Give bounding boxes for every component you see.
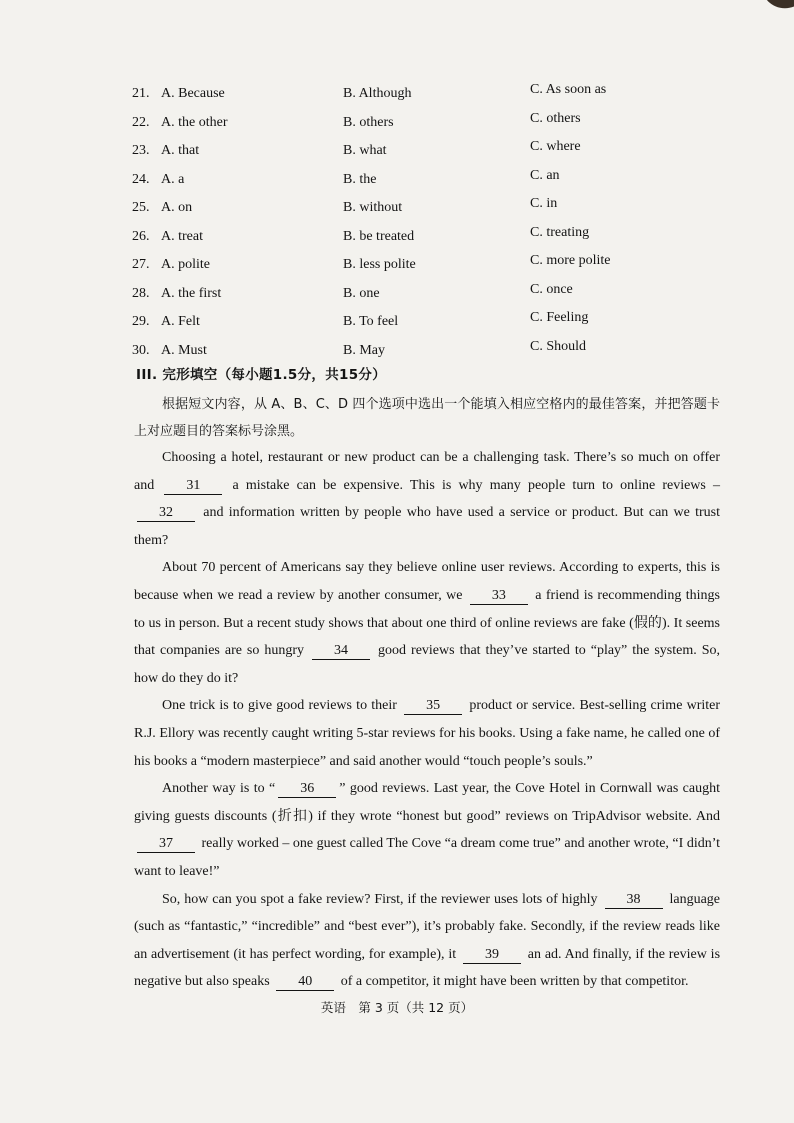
question-number: 22.	[132, 114, 150, 130]
blank-38: 38	[605, 892, 663, 909]
question-number: 23.	[132, 143, 150, 158]
options-list	[132, 80, 692, 365]
blank-34: 34	[312, 643, 370, 660]
blank-35: 35	[404, 698, 462, 715]
option-a: A. Felt	[161, 314, 200, 329]
option-b: B. May	[343, 342, 385, 358]
blank-32: 32	[137, 505, 195, 522]
option-row-29	[132, 308, 692, 337]
passage-text: a friend is recommending things to us in person. But a recent study shows that about one third of online reviews are fake (假的). It seems that companies are so hungry	[134, 587, 721, 659]
option-b: B. less polite	[343, 257, 416, 272]
option-b: B. Although	[343, 86, 412, 101]
option-a: A. treat	[161, 228, 203, 244]
option-row-27	[132, 251, 692, 280]
option-a: A. a	[161, 171, 185, 187]
option-c: C. in	[530, 196, 558, 211]
blank-40: 40	[276, 974, 334, 991]
paragraph-2	[134, 554, 720, 692]
option-a: A. Because	[161, 86, 225, 101]
question-number: 28.	[132, 285, 150, 301]
option-b: B. others	[343, 114, 394, 130]
option-row-22	[132, 109, 692, 138]
passage-text: Another way is to “	[162, 781, 276, 797]
scan-corner-mark	[763, 0, 794, 15]
paragraph-1	[134, 444, 720, 554]
option-c: C. more polite	[530, 253, 611, 268]
option-c: C. others	[530, 110, 581, 126]
page-footer: 英语 第 3 页（共 12 页）	[320, 1000, 474, 1015]
option-row-28	[132, 280, 692, 309]
option-a: A. Must	[161, 342, 207, 358]
option-b: B. To feel	[343, 314, 399, 329]
passage-text: product or service. Best-selling crime writer R.J. Ellory was recently caught writing 5-star reviews for his books. Using a fake name, he called one of his books a “modern masterpiece” and said another would “touch people’s souls.”	[134, 698, 721, 769]
blank-33: 33	[470, 588, 528, 605]
passage-text: and information written by people who have used a service or product. But can we trust them?	[134, 505, 721, 548]
passage-text: About 70 percent of Americans say they believe online user reviews. According to experts, this is because when we read a review by another consumer, we	[134, 560, 720, 603]
question-number: 21.	[132, 86, 150, 101]
option-c: C. Feeling	[530, 310, 589, 325]
option-c: C. As soon as	[530, 82, 607, 97]
option-row-24	[132, 166, 692, 195]
paragraph-4	[134, 775, 720, 885]
option-a: A. the first	[161, 285, 222, 301]
option-b: B. one	[343, 285, 380, 301]
option-row-25	[132, 194, 692, 223]
passage-text: So, how can you spot a fake review? First, if the reviewer uses lots of highly	[162, 891, 598, 907]
option-b: B. be treated	[343, 228, 415, 244]
question-number: 26.	[132, 228, 150, 244]
question-number: 27.	[132, 257, 150, 272]
option-b: B. the	[343, 171, 377, 187]
option-c: C. where	[530, 139, 581, 154]
paragraph-3	[134, 692, 720, 775]
option-row-23	[132, 137, 692, 166]
question-number: 29.	[132, 314, 150, 329]
section-instructions: 根据短文内容，从 A、B、C、D 四个选项中选出一个能填入相应空格内的最佳答案，并把答题卡上对应题目的答案标号涂黑。	[134, 397, 720, 439]
section-title: III. 完形填空（每小题1.5分，共15分）	[136, 367, 386, 383]
option-a: A. the other	[161, 114, 228, 130]
blank-39: 39	[463, 947, 521, 964]
option-a: A. polite	[161, 257, 210, 272]
passage-text: Choosing a hotel, restaurant or new product can be a challenging task. There’s so much on offer and	[134, 450, 720, 493]
option-b: B. without	[343, 200, 403, 215]
passage-text: language (such as “fantastic,” “incredible” and “best ever”), it’s probably fake. Secondly, if the review reads like an advertisement (it has perfect wording, for example), it	[134, 891, 720, 962]
option-row-21	[132, 80, 692, 109]
option-row-30	[132, 337, 692, 366]
option-c: C. an	[530, 167, 560, 183]
passage-text: of a competitor, it might have been written by that competitor.	[340, 974, 689, 990]
question-number: 24.	[132, 171, 150, 187]
blank-37: 37	[137, 836, 195, 853]
passage-text: a mistake can be expensive. This is why many people turn to online reviews –	[232, 477, 721, 493]
passage-text: One trick is to give good reviews to their	[162, 698, 397, 714]
passage-text: ” good reviews. Last year, the Cove Hotel in Cornwall was caught giving guests discounts (折扣) if they wrote “honest but good” reviews on TripAdvisor website. And	[134, 781, 720, 824]
cloze-passage	[134, 444, 720, 996]
question-number: 30.	[132, 342, 150, 358]
question-number: 25.	[132, 200, 150, 215]
passage-text: really worked – one guest called The Cove “a dream come true” and another wrote, “I didn’t want to leave!”	[134, 836, 721, 879]
blank-31: 31	[164, 478, 222, 495]
option-a: A. on	[161, 200, 193, 215]
option-c: C. Should	[530, 338, 587, 354]
option-c: C. once	[530, 281, 573, 297]
option-b: B. what	[343, 143, 387, 158]
option-c: C. treating	[530, 224, 590, 240]
passage-text: an ad. And finally, if the review is negative but also speaks	[134, 946, 721, 990]
blank-36: 36	[278, 781, 336, 798]
passage-text: good reviews that they’ve started to “play” the system. So, how do they do it?	[134, 643, 721, 686]
paragraph-5	[134, 886, 720, 996]
option-a: A. that	[161, 143, 200, 158]
